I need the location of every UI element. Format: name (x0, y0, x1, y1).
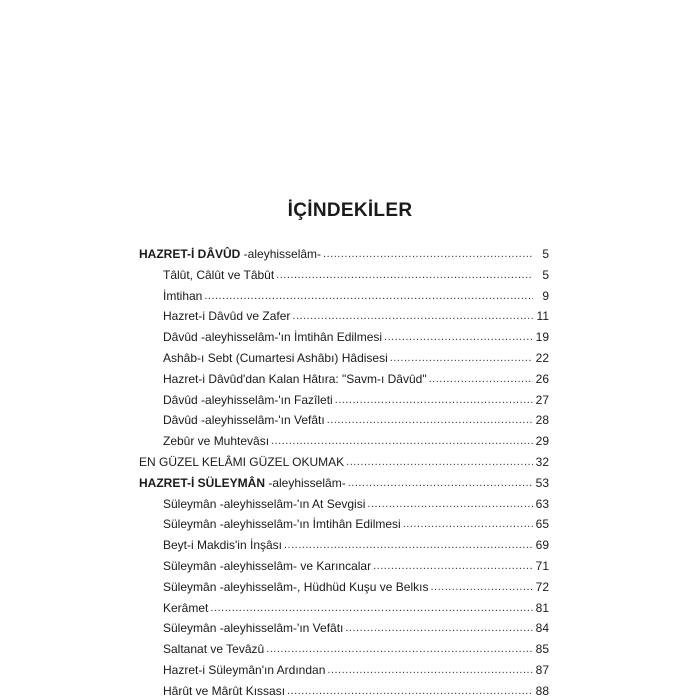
toc-entry[interactable] (139, 452, 549, 473)
toc-entry-label (163, 390, 333, 411)
toc-entry-label (163, 660, 325, 681)
toc-entry-title: Ashâb-ı Sebt (Cumartesi Ashâbı) Hâdisesi (163, 350, 388, 365)
toc-entry-title: Beyt-i Makdis'in İnşâsı (163, 538, 282, 553)
dot-leader (204, 285, 533, 307)
toc-entry-label (139, 244, 321, 265)
toc-entry-label (163, 681, 285, 700)
toc-entry-page-number: 26 (535, 371, 549, 386)
toc-entry[interactable] (139, 306, 549, 327)
toc-entry-bold-title: HAZRET-İ SÜLEYMÂN (139, 475, 265, 490)
toc-entry-page-number: 5 (542, 247, 549, 261)
dot-leader (287, 680, 533, 700)
toc-entry-label (163, 514, 401, 535)
toc-entry[interactable] (139, 369, 549, 390)
toc-entry-title: Süleymân -aleyhisselâm-'ın At Sevgisi (163, 496, 366, 511)
toc-entry-page-number: 19 (535, 330, 549, 345)
dot-leader (346, 451, 533, 473)
toc-entry-label (163, 618, 343, 639)
page-title: İÇİNDEKİLER (287, 200, 413, 221)
toc-entry-title: -aleyhisselâm- (265, 475, 346, 490)
dot-leader (384, 326, 533, 348)
toc-entry-title: Dâvûd -aleyhisselâm-'ın Vefâtı (163, 413, 325, 428)
dot-leader (429, 368, 533, 390)
toc-entry-label (163, 306, 290, 327)
toc-entry-page-number: 5 (542, 267, 549, 282)
toc-entry[interactable] (139, 473, 549, 494)
dot-leader (430, 576, 533, 598)
toc-entry-page-number: 81 (535, 600, 549, 615)
dot-leader (284, 534, 533, 556)
toc-entry-label (139, 473, 346, 494)
toc-entry[interactable] (139, 598, 549, 619)
toc-entry-page-number: 69 (535, 538, 549, 553)
toc-entry-page-number: 63 (535, 496, 549, 511)
toc-entry-title: Kerâmet (163, 600, 209, 615)
toc-entry-label (163, 369, 427, 390)
toc-entry[interactable] (139, 431, 549, 452)
toc-entry-label (163, 265, 274, 286)
toc-entry-title: Hazret-i Dâvûd ve Zafer (163, 309, 291, 324)
toc-entry-page-number: 29 (535, 434, 549, 449)
toc-entry[interactable] (139, 410, 549, 431)
toc-entry[interactable] (139, 244, 549, 265)
toc-entry-page-number: 28 (535, 413, 549, 428)
toc-entry-label (163, 410, 325, 431)
toc-entry-label (163, 431, 269, 452)
toc-entry-label (163, 556, 371, 577)
toc-entry-title: Hazret-i Süleymân'ın Ardından (163, 662, 326, 677)
dot-leader (348, 472, 533, 494)
toc-entry[interactable] (139, 327, 549, 348)
toc-entry-title: Süleymân -aleyhisselâm-, Hüdhüd Kuşu ve Belkıs (163, 579, 429, 594)
toc-entry-title: Dâvûd -aleyhisselâm-'ın Fazîleti (163, 392, 333, 407)
toc-entry-label (163, 494, 365, 515)
dot-leader (292, 305, 533, 327)
toc-entry-label (163, 535, 282, 556)
toc-entry-page-number: 85 (535, 642, 549, 657)
dot-leader (403, 513, 533, 535)
dot-leader (367, 493, 533, 515)
toc-entry-label (163, 327, 382, 348)
dot-leader (373, 555, 533, 577)
toc-entry-page-number: 71 (535, 558, 549, 573)
toc-entry[interactable] (139, 286, 549, 307)
toc-entry-title: Hazret-i Dâvûd'dan Kalan Hâtıra: "Savm-ı Dâvûd" (163, 371, 427, 386)
toc-entry[interactable] (139, 618, 549, 639)
toc-entry-label (163, 286, 202, 307)
toc-entry[interactable] (139, 639, 549, 660)
toc-entry-page-number: 87 (535, 662, 549, 677)
toc-entry[interactable] (139, 556, 549, 577)
dot-leader (335, 389, 533, 411)
toc-entry-label (139, 452, 344, 473)
toc-entry[interactable] (139, 390, 549, 411)
dot-leader (276, 264, 533, 286)
dot-leader (210, 597, 533, 619)
toc-entry-title: Zebûr ve Muhtevâsı (163, 434, 270, 449)
toc-entry-label (163, 577, 428, 598)
toc-entry-page-number: 84 (535, 621, 549, 636)
toc-entry-page-number: 65 (535, 517, 549, 532)
toc-entry-title: Süleymân -aleyhisselâm-'ın İmtihân Edilmesi (163, 517, 401, 532)
toc-entry-page-number: 32 (535, 454, 549, 469)
toc-entry[interactable] (139, 348, 549, 369)
dot-leader (327, 409, 533, 431)
toc-entry-title: Saltanat ve Tevâzû (163, 642, 265, 657)
toc-entry-page-number: 22 (535, 350, 549, 365)
toc-entry[interactable] (139, 681, 549, 700)
toc-entry-title: Süleymân -aleyhisselâm-'ın Vefâtı (163, 621, 344, 636)
toc-entry[interactable] (139, 660, 549, 681)
table-of-contents (139, 244, 549, 700)
dot-leader (327, 659, 533, 681)
toc-entry[interactable] (139, 514, 549, 535)
toc-entry-page-number: 27 (535, 392, 549, 407)
dot-leader (390, 347, 533, 369)
toc-entry-title: Hârût ve Mârût Kıssası (163, 683, 286, 698)
toc-entry-title: Süleymân -aleyhisselâm- ve Karıncalar (163, 558, 372, 573)
toc-entry-title: Dâvûd -aleyhisselâm-'ın İmtihân Edilmesi (163, 330, 383, 345)
dot-leader (266, 638, 533, 660)
dot-leader (271, 430, 533, 452)
toc-entry[interactable] (139, 494, 549, 515)
toc-entry-bold-title: HAZRET-İ DÂVÛD (139, 247, 241, 261)
toc-entry-title: -aleyhisselâm- (240, 247, 322, 261)
toc-entry-label (163, 598, 208, 619)
toc-entry-title: EN GÜZEL KELÂMI GÜZEL OKUMAK (139, 454, 345, 469)
toc-entry-title: Tâlût, Câlût ve Tâbût (163, 267, 275, 282)
dot-leader (323, 243, 533, 265)
toc-entry[interactable] (139, 265, 549, 286)
toc-entry-page-number: 72 (535, 579, 549, 594)
toc-entry-label (163, 639, 264, 660)
toc-entry[interactable] (139, 535, 549, 556)
toc-entry[interactable] (139, 577, 549, 598)
toc-entry-page-number: 88 (535, 683, 549, 698)
toc-entry-label (163, 348, 388, 369)
toc-entry-page-number: 11 (536, 309, 549, 324)
toc-entry-title: İmtihan (163, 288, 203, 303)
toc-entry-page-number: 53 (535, 475, 549, 490)
dot-leader (345, 617, 533, 639)
toc-entry-page-number: 9 (542, 288, 549, 303)
